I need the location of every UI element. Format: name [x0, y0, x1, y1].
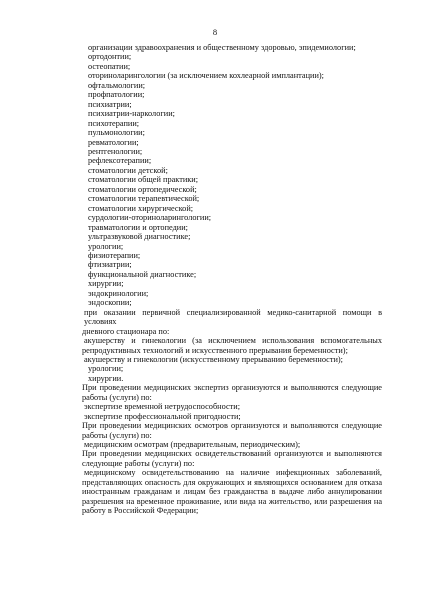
text-line: медицинскому освидетельствованию на наличие инфекционных заболеваний, — [84, 468, 382, 478]
text-line: психиатрии-наркологии; — [88, 109, 175, 119]
text-line: работы (услуги) по: — [82, 392, 152, 402]
text-line: профпатологии; — [88, 90, 145, 100]
text-line: физиотерапии; — [88, 250, 141, 260]
text-line: фтизиатрии; — [88, 260, 132, 270]
text-line: сурдологии-оториноларингологии; — [88, 213, 212, 223]
text-line: представляющих опасность для окружающих и являющихся основанием для отказа — [82, 477, 382, 487]
text-line: эндокринологии; — [88, 288, 149, 298]
text-line: психиатрии; — [88, 99, 132, 109]
text-line: психотерапии; — [88, 118, 140, 128]
text-line: рентгенологии; — [88, 146, 143, 156]
text-line: работу в Российской Федерации; — [82, 506, 199, 516]
text-line: стоматологии детской; — [88, 165, 168, 175]
text-line: экспертизе профессиональной пригодности; — [84, 411, 241, 421]
text-line: медицинским осмотрам (предварительным, периодическим); — [84, 440, 301, 450]
text-line: следующие работы (услуги) по: — [82, 458, 195, 468]
text-line: акушерству и гинекологии (искусственному прерыванию беременности); — [84, 354, 343, 364]
text-line: дневного стационара по: — [82, 326, 170, 336]
text-line: экспертизе временной нетрудоспособности; — [84, 402, 241, 412]
text-line: рефлексотерапии; — [88, 156, 152, 166]
text-line: хирургии. — [88, 373, 124, 383]
text-line: пульмонологии; — [88, 128, 145, 138]
text-line: иностранным гражданам и лицам без гражданства в выдаче либо аннулировании — [82, 487, 382, 497]
text-line: При проведении медицинских экспертиз организуются и выполняются следующие — [82, 383, 382, 393]
text-line: стоматологии общей практики; — [88, 175, 199, 185]
text-line: При проведении медицинских осмотров организуются и выполняются следующие — [82, 421, 382, 431]
text-line: эндоскопии; — [88, 298, 132, 308]
text-line: разрешения на временное проживание, или вида на жительство, или разрешения на — [82, 496, 382, 506]
document-body — [82, 43, 382, 516]
text-line: ультразвуковой диагностике; — [88, 232, 191, 242]
text-line: репродуктивных технологий и искусственного прерывания беременности); — [82, 345, 348, 355]
text-line: хирургии; — [88, 279, 124, 289]
text-line: при оказании первичной специализированной медико-санитарной помощи в условиях — [84, 307, 382, 327]
text-line: оториноларингологии (за исключением кохлеарной имплантации); — [88, 71, 324, 81]
text-line: травматологии и ортопедии; — [88, 222, 188, 232]
text-line: стоматологии хирургической; — [88, 203, 194, 213]
text-line: офтальмологии; — [88, 80, 146, 90]
text-line: урологии; — [88, 241, 124, 251]
text-line: стоматологии ортопедической; — [88, 184, 197, 194]
text-line: ортодонтии; — [88, 52, 132, 62]
text-line: акушерству и гинекологии (за исключением использования вспомогательных — [84, 336, 382, 346]
text-line: ревматологии; — [88, 137, 139, 147]
text-line: урологии; — [88, 364, 124, 374]
text-line: При проведении медицинских освидетельствований организуются и выполняются — [82, 449, 382, 459]
page-number: 8 — [212, 27, 218, 37]
text-line: организации здравоохранения и общественному здоровью, эпидемиологии; — [88, 43, 356, 52]
text-line: работы (услуги) по: — [82, 430, 152, 440]
text-line: стоматологии терапевтической; — [88, 194, 200, 204]
text-line: функциональной диагностике; — [88, 269, 197, 279]
text-line: остеопатии; — [88, 61, 131, 71]
